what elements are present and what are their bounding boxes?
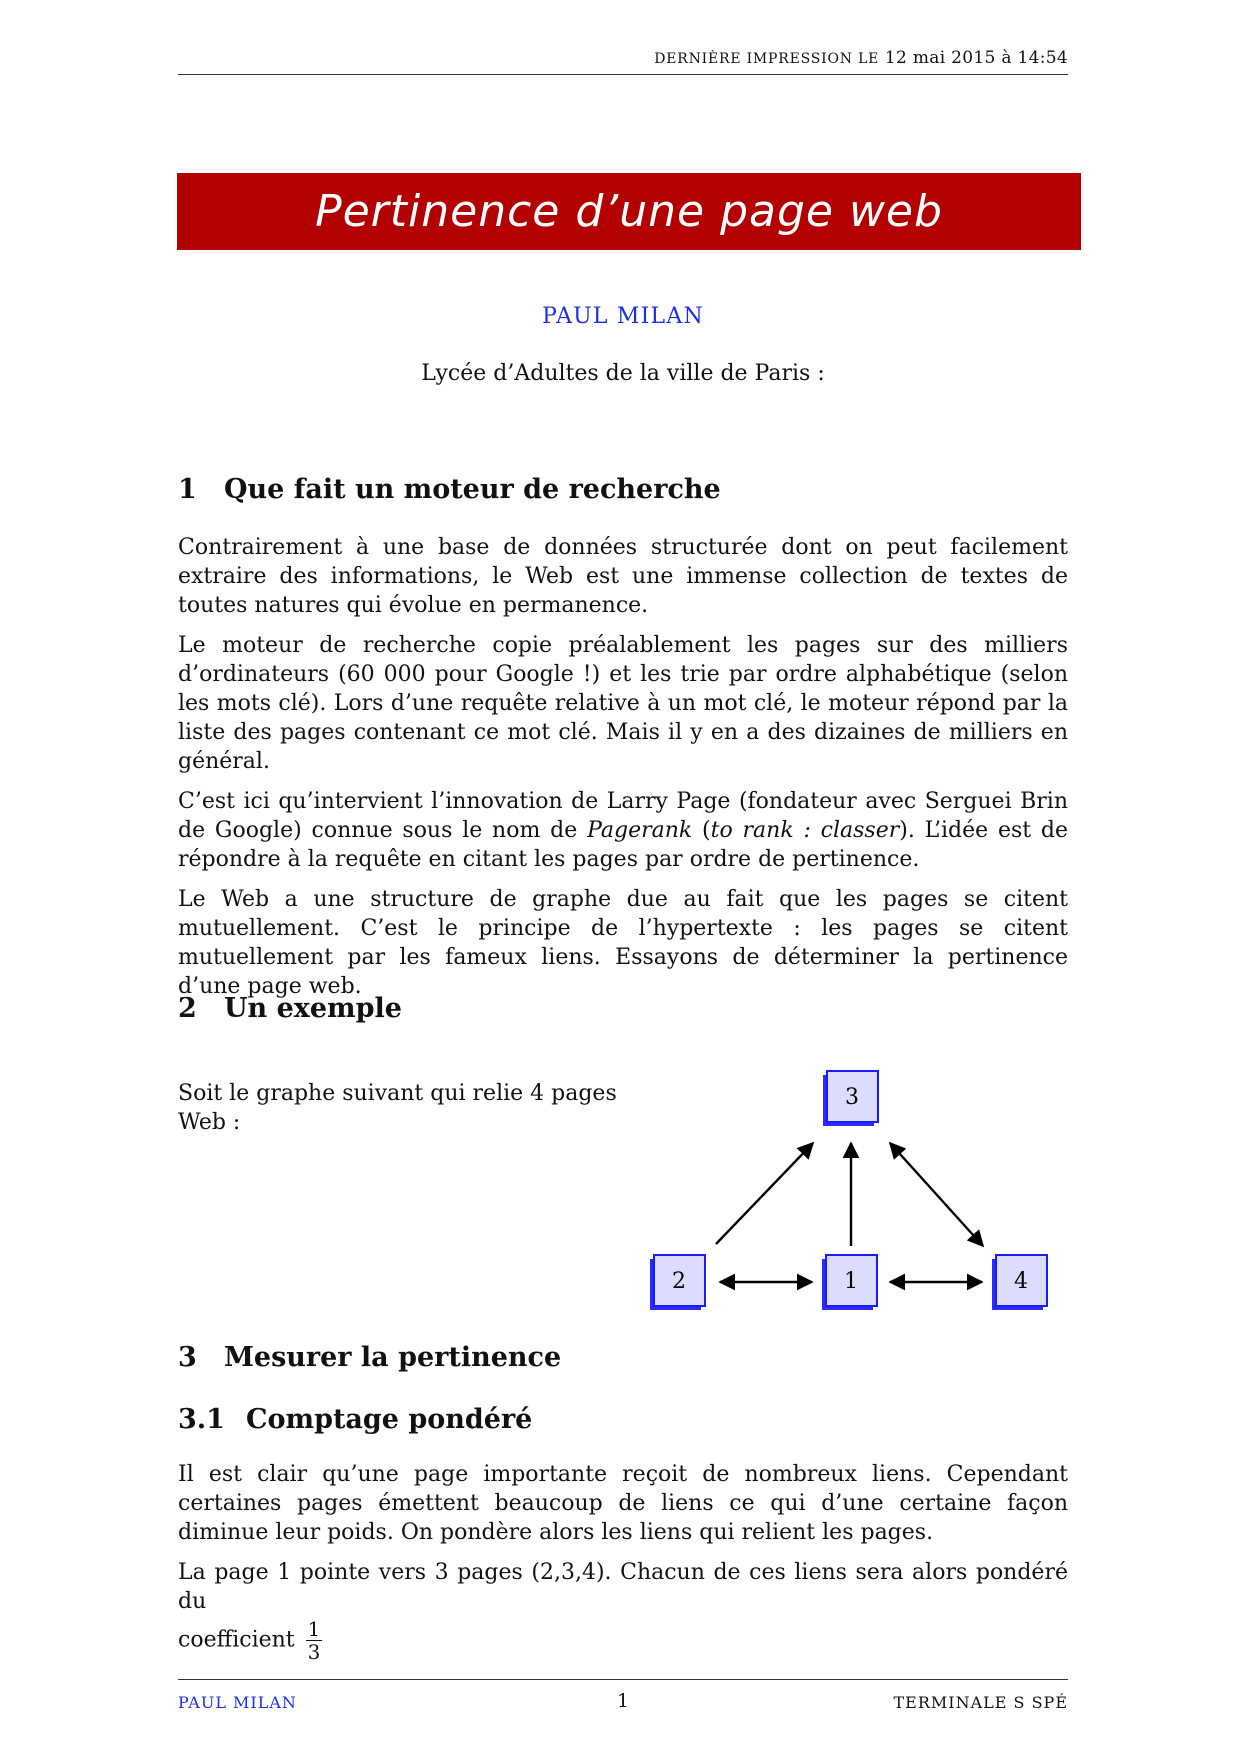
section-2-title: Un exemple: [224, 993, 402, 1024]
footer-author: PAUL MILAN: [178, 1693, 297, 1712]
print-date: 12 mai 2015: [884, 48, 996, 68]
fraction-denominator: 3: [307, 1640, 321, 1664]
print-label: DERNIÈRE IMPRESSION LE: [654, 51, 880, 67]
page-title: Pertinence d’une page web: [315, 186, 943, 237]
section-2-number: 2: [178, 993, 197, 1024]
p3-text-b: (: [692, 818, 711, 843]
section-1-title: Que fait un moteur de recherche: [224, 474, 721, 505]
node-2-label: 2: [672, 1269, 686, 1294]
edge-2-to-3: [716, 1143, 813, 1244]
section-3-1-heading: [178, 1404, 532, 1435]
graph-node-2: [650, 1255, 705, 1310]
section-1-heading: [178, 474, 721, 505]
node-4-label: 4: [1014, 1269, 1028, 1294]
section-3-1-paragraph-1: Il est clair qu’une page importante reçoit de nombreux liens. Cependant certaines pages émettent beaucoup de liens ce qui d’une certaine façon diminue leur poids. On pondère alors les liens qui relient les pages.: [178, 1462, 1068, 1545]
coefficient-label: coefficient: [178, 1627, 295, 1653]
example-text: Soit le graphe suivant qui relie 4 pages Web :: [178, 1081, 617, 1135]
section-1-body: [178, 533, 1068, 1012]
section-3-1-body: [178, 1460, 1068, 1663]
pagerank-term: Pagerank: [587, 818, 693, 843]
author: PAUL MILAN: [542, 304, 704, 329]
p3-text-a: C’est ici qu’intervient l’innovation de Larry Page (fondateur avec Serguei Brin de Google) connue sous le nom de: [178, 789, 1068, 843]
print-date-header: [178, 48, 1068, 68]
page-link-graph: [640, 1068, 1060, 1328]
section-1-number: 1: [178, 474, 197, 505]
to-rank-term: to rank : classer: [710, 818, 900, 843]
section-3-heading: [178, 1342, 561, 1373]
section-1-paragraph-3: [178, 787, 1068, 874]
section-3-1-number: 3.1: [178, 1404, 225, 1435]
section-1-paragraph-4: Le Web a une structure de graphe due au fait que les pages se citent mutuellement. C’est le principe de l’hypertexte : les pages se citent mutuellement par les fameux liens. Essayons de déterminer la pertinence d’une page web.: [178, 887, 1068, 999]
footer-rule: [178, 1679, 1068, 1680]
section-2-heading: [178, 993, 402, 1024]
fraction-one-third: [306, 1618, 323, 1663]
section-1-paragraph-2: Le moteur de recherche copie préalablement les pages sur des milliers d’ordinateurs (60 000 pour Google !) et les trie par ordre alphabétique (selon les mots clé). Lors d’une requête relative à un mot clé, le moteur répond par la liste des pages contenant ce mot clé. Mais il y en a des dizaines de milliers en général.: [178, 633, 1068, 774]
graph-node-3: [823, 1071, 878, 1126]
node-1-label: 1: [844, 1269, 858, 1294]
graph-node-1: [822, 1255, 877, 1310]
affiliation: Lycée d’Adultes de la ville de Paris :: [421, 361, 825, 386]
header-rule: [178, 74, 1068, 75]
section-1-paragraph-1: Contrairement à une base de données structurée dont on peut facilement extraire des informations, le Web est une immense collection de textes de toutes natures qui évolue en permanence.: [178, 535, 1068, 618]
page-number: 1: [616, 1690, 630, 1712]
section-3-1-paragraph-2: La page 1 pointe vers 3 pages (2,3,4). Chacun de ces liens sera alors pondéré du: [178, 1560, 1068, 1614]
coefficient-line: [178, 1618, 1068, 1663]
footer-class: TERMINALE S SPÉ: [893, 1693, 1068, 1712]
title-banner: [177, 173, 1081, 250]
section-3-1-title: Comptage pondéré: [246, 1404, 533, 1435]
section-3-number: 3: [178, 1342, 197, 1373]
p3-text-c: ). L’idée est de répondre à la requête en citant les pages par ordre de pertinence.: [178, 818, 1068, 872]
node-3-label: 3: [845, 1085, 859, 1110]
fraction-numerator: 1: [307, 1617, 321, 1641]
section-3-title: Mesurer la pertinence: [224, 1342, 562, 1373]
print-time: 14:54: [1017, 48, 1068, 68]
graph-node-4: [992, 1255, 1047, 1310]
edge-3-to-4: [890, 1143, 983, 1246]
print-at: à: [1001, 48, 1012, 68]
